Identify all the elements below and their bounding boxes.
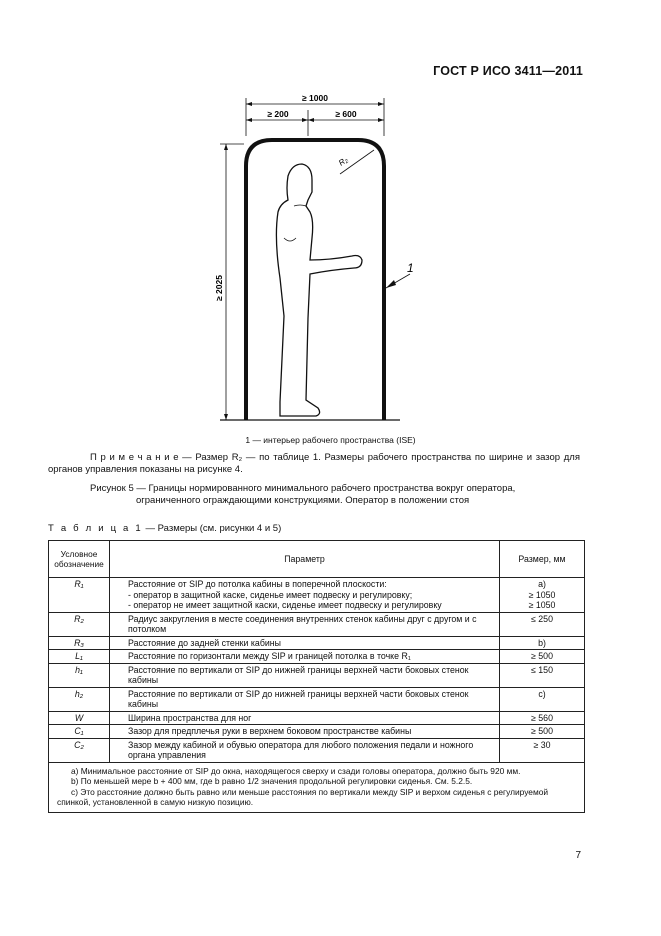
dim-width-front: ≥ 200: [267, 109, 289, 119]
size-cell: ≥ 500: [500, 650, 585, 664]
standard-header: ГОСТ Р ИСО 3411—2011: [433, 64, 583, 78]
size-cell: ≥ 500: [500, 725, 585, 739]
header-parameter: Параметр: [110, 541, 500, 578]
figure-title-line1: Рисунок 5 — Границы нормированного минимального рабочего пространства вокруг оператора,: [90, 483, 516, 494]
parameter-cell: Расстояние по горизонтали между SIP и границей потолка в точке R₁: [110, 650, 500, 664]
symbol-cell: C₂: [49, 738, 110, 762]
size-cell: c): [500, 687, 585, 711]
dim-height: ≥ 2025: [214, 275, 224, 301]
parameter-cell: Расстояние до задней стенки кабины: [110, 636, 500, 650]
size-cell: ≥ 560: [500, 711, 585, 725]
header-symbol: Условное обозначение: [49, 541, 110, 578]
parameter-cell: Расстояние по вертикали от SIP до нижней границы верхней части боковых стенок кабины: [110, 687, 500, 711]
radius-label: R₂: [336, 155, 350, 168]
symbol-cell: h₂: [49, 687, 110, 711]
symbol-cell: R₁: [49, 578, 110, 613]
footnote-c: c) Это расстояние должно быть равно или меньше расстояния по вертикали между SIP и верхом сиденья с регулируемой спинкой, установленной в самую низкую позицию.: [57, 786, 549, 807]
size-cell: b): [500, 636, 585, 650]
parameter-cell: Расстояние по вертикали от SIP до нижней границы верхней части боковых стенок кабины: [110, 663, 500, 687]
symbol-cell: C₁: [49, 725, 110, 739]
size-cell: ≤ 250: [500, 612, 585, 636]
parameter-cell: Зазор между кабиной и обувью оператора для любого положения педали и ножного органа управления: [110, 738, 500, 762]
size-cell: a) ≥ 1050 ≥ 1050: [500, 578, 585, 613]
table-row: [49, 738, 585, 762]
table-row: [49, 725, 585, 739]
footnote-a: a) Минимальное расстояние от SIP до окна, находящегося сверху и сзади головы оператора, должно быть 920 мм.: [71, 765, 521, 776]
symbol-cell: R₂: [49, 612, 110, 636]
table-row: [49, 612, 585, 636]
size-cell: ≤ 150: [500, 663, 585, 687]
dim-width-total: ≥ 1000: [302, 93, 328, 103]
header-size: Размер, мм: [500, 541, 585, 578]
footnotes: [49, 762, 585, 812]
figure-title-line2: ограниченного ограждающими конструкциями. Оператор в положении стоя: [136, 495, 470, 506]
symbol-cell: R₃: [49, 636, 110, 650]
page-number: 7: [575, 850, 581, 861]
symbol-cell: L₁: [49, 650, 110, 664]
symbol-cell: W: [49, 711, 110, 725]
table-caption: Т а б л и ц а 1 — Размеры (см. рисунки 4 и 5): [48, 523, 282, 534]
figure-title: [90, 483, 590, 507]
callout-number: 1: [407, 261, 414, 275]
operator-figure: [276, 164, 362, 416]
size-cell: ≥ 30: [500, 738, 585, 762]
dim-width-back: ≥ 600: [335, 109, 357, 119]
parameter-cell: Ширина пространства для ног: [110, 711, 500, 725]
parameter-cell: Расстояние от SIP до потолка кабины в поперечной плоскости: - оператор в защитной каске, сиденье имеет подвеску и регулировку; - оператор не имеет защитной каски, сиденье имеет подвеску и регулировку: [110, 578, 500, 613]
table-row: [49, 636, 585, 650]
table-row: [49, 663, 585, 687]
table-row: [49, 578, 585, 613]
parameter-cell: Зазор для предплечья руки в верхнем боковом пространстве кабины: [110, 725, 500, 739]
parameter-cell: Радиус закругления в месте соединения внутренних стенок кабины друг с другом и с потолком: [110, 612, 500, 636]
dimensions-table: [48, 540, 585, 813]
table-row: [49, 650, 585, 664]
table-row: [49, 711, 585, 725]
cab-outline: [246, 140, 384, 420]
figure-note: П р и м е ч а н и е — Размер R₂ — по таблице 1. Размеры рабочего пространства по ширине и зазор для органов управления показаны на рисунке 4.: [48, 452, 580, 475]
symbol-cell: h₁: [49, 663, 110, 687]
workspace-figure: [200, 88, 440, 428]
figure-caption: 1 — интерьер рабочего пространства (ISE): [245, 435, 416, 445]
table-row: [49, 687, 585, 711]
footnote-b: b) По меньшей мере b + 400 мм, где b равно 1/2 значения продольной регулировки сиденья. См. 5.2.5.: [71, 776, 473, 786]
